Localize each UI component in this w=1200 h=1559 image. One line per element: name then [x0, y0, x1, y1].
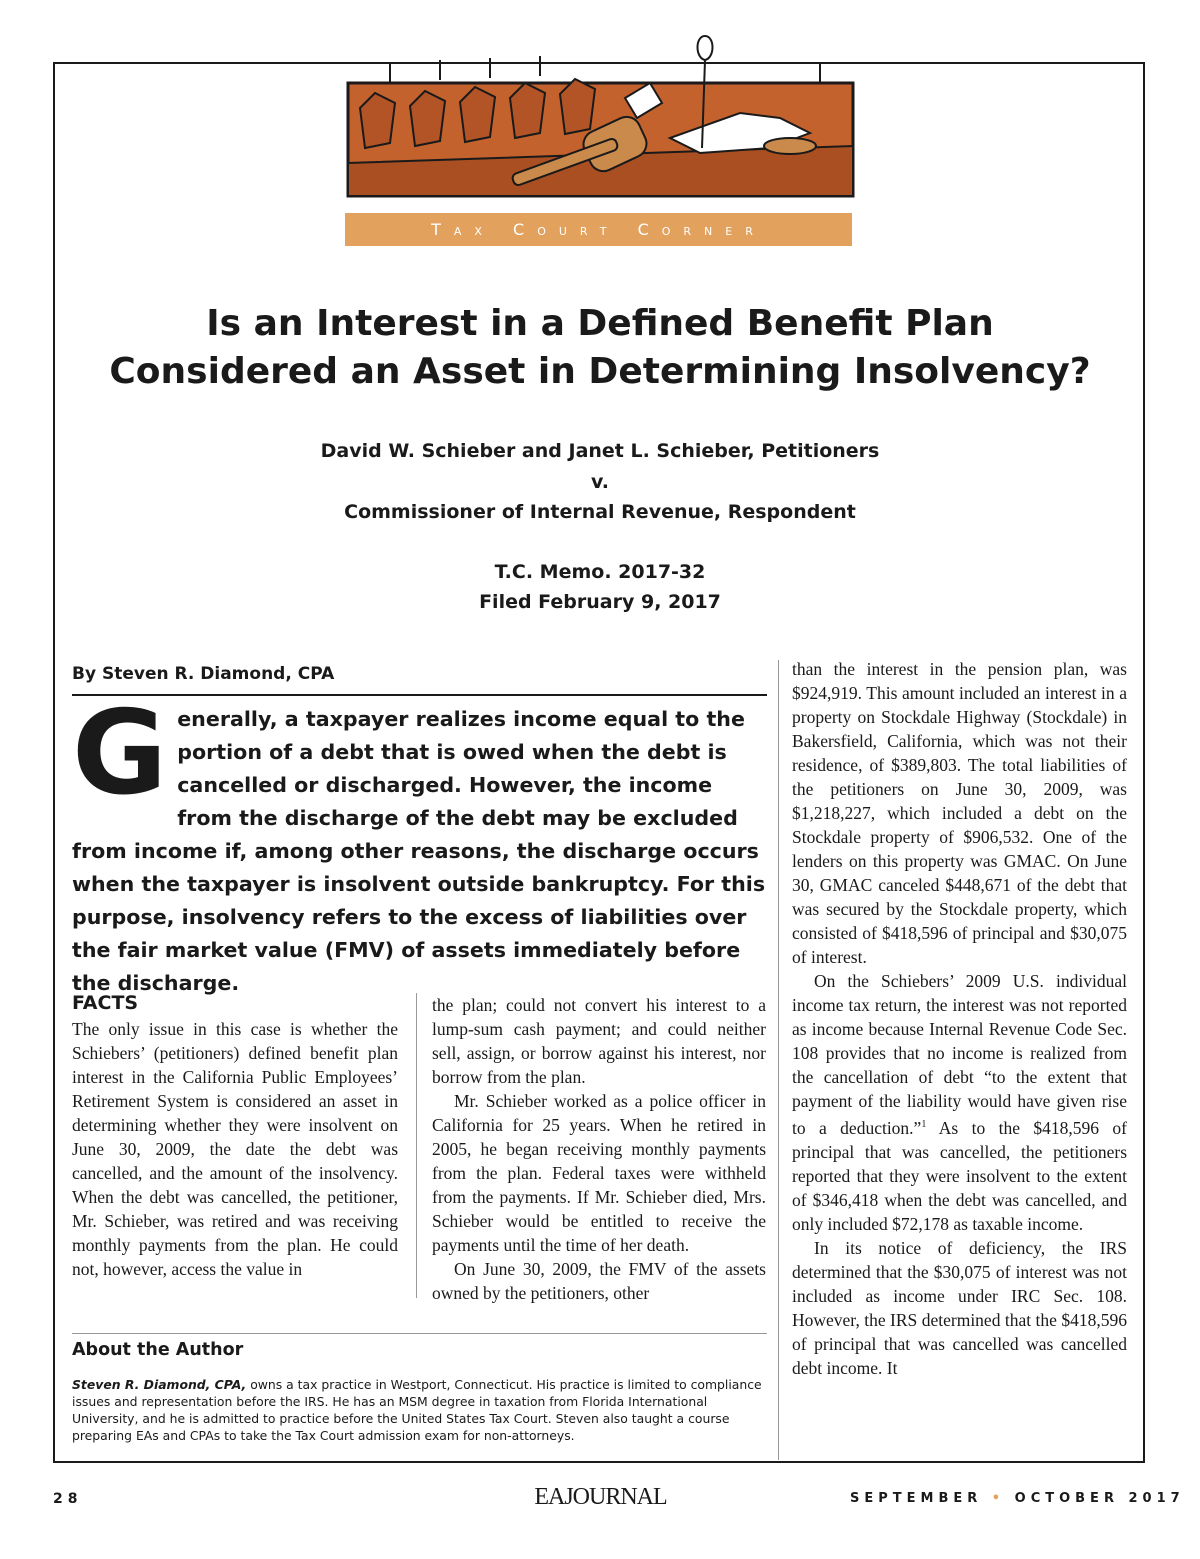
journal-logo: EAJOURNAL [534, 1484, 667, 1510]
section-banner-label: Tax Court Corner [431, 220, 766, 239]
body-paragraph: than the interest in the pension plan, was $924,919. This amount included an interest in a property on Stockdale Highway (Stockdale) in Bakersfield, California, which was not their residence, of $389,803. The total liabilities of the petitioners on June 30, 2009, was $1,218,227, which included a debt on the Stockdale property of $906,532. One of the lenders on this property was GMAC. On June 30, GMAC canceled $448,671 of the debt that was secured by the Stockdale property, which consisted of $418,596 of principal and $30,075 of interest. [792, 659, 1127, 967]
author-bio [72, 1376, 767, 1444]
body-paragraph: On June 30, 2009, the FMV of the assets owned by the petitioners, other [432, 1259, 766, 1303]
body-paragraph [792, 969, 1127, 1236]
body-text: As to the $418,596 of principal that was cancelled, the petitioners reported that they were insolvent to the extent of $346,418 when the debt was cancelled, and only included $72,178 as taxable income. [792, 1117, 1127, 1234]
column-divider [778, 660, 779, 1460]
body-column-2 [432, 993, 766, 1305]
intro-paragraph [72, 686, 769, 1000]
author-bio-text: owns a tax practice in Westport, Connecticut. His practice is limited to compliance issues and representation before the IRS. He has an MSM degree in taxation from Florida International University, and he is admitted to practice before the United States Tax Court. Steven also taught a course preparing EAs and CPAs to take the Tax Court admission exam for non-attorneys. [72, 1377, 762, 1443]
case-filed-date: Filed February 9, 2017 [479, 591, 721, 613]
byline: By Steven R. Diamond, CPA [72, 664, 335, 684]
body-text: On the Schiebers’ 2009 U.S. individual income tax return, the interest was not reported as income because Internal Revenue Code Sec. 108 provides that no income is realized from the cancellation of debt “to the extent that payment of the liability would have given rise to a deduction.” [792, 971, 1127, 1138]
case-petitioners: David W. Schieber and Janet L. Schieber, Petitioners [320, 440, 880, 462]
footnote-marker: 1 [921, 1119, 927, 1130]
article-title-line-1: Is an Interest in a Defined Benefit Plan [206, 303, 994, 344]
author-box-divider [72, 1333, 767, 1334]
page-number: 28 [53, 1491, 83, 1507]
body-column-3 [792, 657, 1127, 1380]
case-respondent: Commissioner of Internal Revenue, Respondent [344, 501, 856, 523]
courtroom-gavel-illustration [340, 28, 860, 213]
issue-rest: OCTOBER 2017 [1014, 1491, 1185, 1506]
section-banner [345, 213, 852, 246]
author-name: Steven R. Diamond, CPA, [72, 1377, 247, 1392]
article-title-line-2: Considered an Asset in Determining Insolvency? [109, 351, 1091, 392]
case-memo: T.C. Memo. 2017-32 [494, 561, 706, 583]
about-author-heading: About the Author [72, 1340, 244, 1360]
drop-cap: G [72, 686, 168, 821]
issue-date [850, 1491, 1185, 1506]
body-column-1 [72, 1017, 398, 1281]
intro-text: enerally, a taxpayer realizes income equal to the portion of a debt that is owed when the debt is cancelled or discharged. However, the income from the discharge of the debt may be excluded from income if, among other reasons, the discharge occurs when the taxpayer is insolvent outside bankruptcy. For this purpose, insolvency refers to the excess of liabilities over the fair market value (FMV) of assets immediately before the discharge. [72, 707, 766, 995]
column-divider [416, 993, 417, 1298]
body-paragraph: Mr. Schieber worked as a police officer in California for 25 years. When he retired in 2005, he began receiving monthly payments from the plan. Federal taxes were withheld from the payments. If Mr. Schieber died, Mrs. Schieber would be entitled to receive the payments until the time of her death. [432, 1091, 766, 1255]
issue-month: SEPTEMBER [850, 1491, 983, 1506]
body-paragraph: In its notice of deficiency, the IRS determined that the $30,075 of interest was not included as income under IRC Sec. 108. However, the IRS determined that the $418,596 of principal that was cancelled was cancelled debt income. It [792, 1237, 1127, 1378]
byline-divider [72, 694, 767, 696]
issue-separator: • [991, 1491, 1006, 1506]
case-versus: v. [590, 471, 610, 493]
article-title [90, 300, 1110, 396]
facts-heading: FACTS [72, 992, 139, 1014]
body-paragraph: the plan; could not convert his interest to a lump-sum cash payment; and could neither sell, assign, or borrow against his interest, nor borrow from the plan. [432, 995, 766, 1087]
body-paragraph: The only issue in this case is whether the Schiebers’ (petitioners) defined benefit plan interest in the California Public Employees’ Retirement System is considered an asset in determining whether they were insolvent on June 30, 2009, the date the debt was cancelled, and the amount of the insolvency. When the debt was cancelled, the petitioner, Mr. Schieber, was retired and was receiving monthly payments from the plan. He could not, however, access the value in [72, 1019, 398, 1279]
